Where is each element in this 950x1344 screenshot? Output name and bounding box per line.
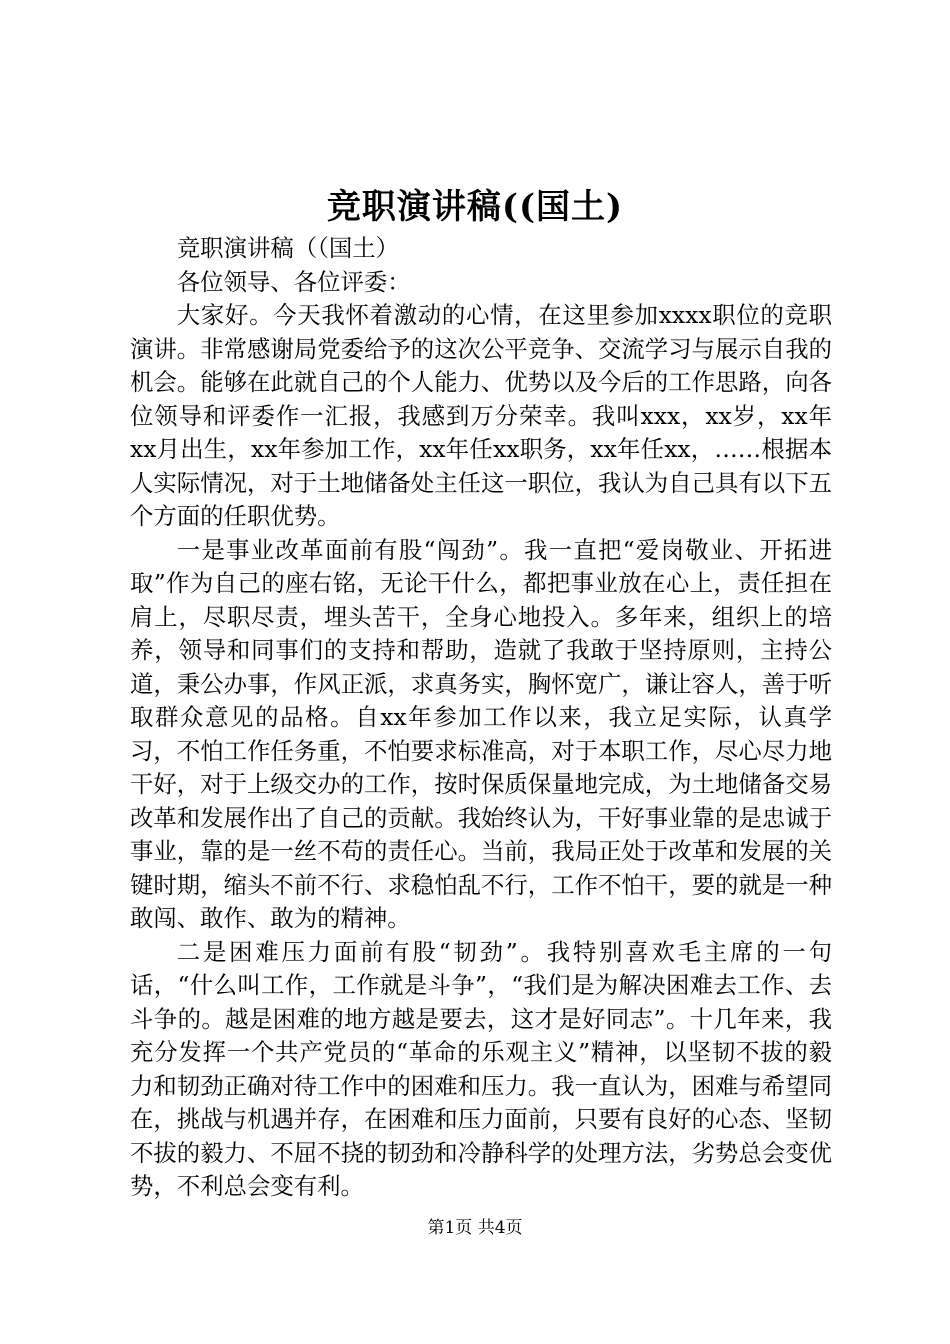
paragraph-point-one: 一是事业改革面前有股“闯劲”。我一直把“爱岗敬业、开拓进取”作为自己的座右铭，无论干什么，都把事业放在心上，责任担在肩上，尽职尽责，埋头苦干，全身心地投入。多年来，组织上的培养，领导和同事们的支持和帮助，造就了我敢于坚持原则，主持公道，秉公办事，作风正派，求真务实，胸怀宽广，谦让容人，善于听取群众意见的品格。自xx年参加工作以来，我立足实际，认真学习，不怕工作任务重，不怕要求标准高，对于本职工作，尽心尽力地干好，对于上级交办的工作，按时保质保量地完成，为土地储备交易改革和发展作出了自己的贡献。我始终认为，干好事业靠的是忠诚于事业，靠的是一丝不苟的责任心。当前，我局正处于改革和发展的关键时期，缩头不前不行、求稳怕乱不行，工作不怕干，要的就是一种敢闯、敢作、敢为的精神。 [130,535,832,932]
paragraph-point-two: 二是困难压力面前有股“韧劲”。我特别喜欢毛主席的一句话，“什么叫工作，工作就是斗争”，“我们是为解决困难去工作、去斗争的。越是困难的地方越是要去，这才是好同志”。十几年来，我充分发挥一个共产党员的“革命的乐观主义”精神，以坚韧不拔的毅力和韧劲正确对待工作中的困难和压力。我一直认为，困难与希望同在，挑战与机遇并存，在困难和压力面前，只要有良好的心态、坚韧不拔的毅力、不屈不挠的韧劲和冷静科学的处理方法，劣势总会变优势，不利总会变有利。 [130,937,832,1200]
paragraph-salutation: 各位领导、各位评委： [176,267,411,296]
paragraph-subtitle: 竞职演讲稿（（国土） [176,234,400,262]
document-body [130,232,832,1204]
page-number-footer: 第1页 共4页 [427,1218,523,1238]
paragraph-introduction: 大家好。今天我怀着激动的心情，在这里参加xxxx职位的竞职演讲。非常感谢局党委给予的这次公平竞争、交流学习与展示自我的机会。能够在此就自己的个人能力、优势以及今后的工作思路，向各位领导和评委作一汇报，我感到万分荣幸。我叫xxx，xx岁，xx年xx月出生，xx年参加工作，xx年任xx职务，xx年任xx，……根据本人实际情况，对于土地储备处主任这一职位，我认为自己具有以下五个方面的任职优势。 [130,301,832,530]
document-title: 竞职演讲稿((国土) [326,187,624,227]
